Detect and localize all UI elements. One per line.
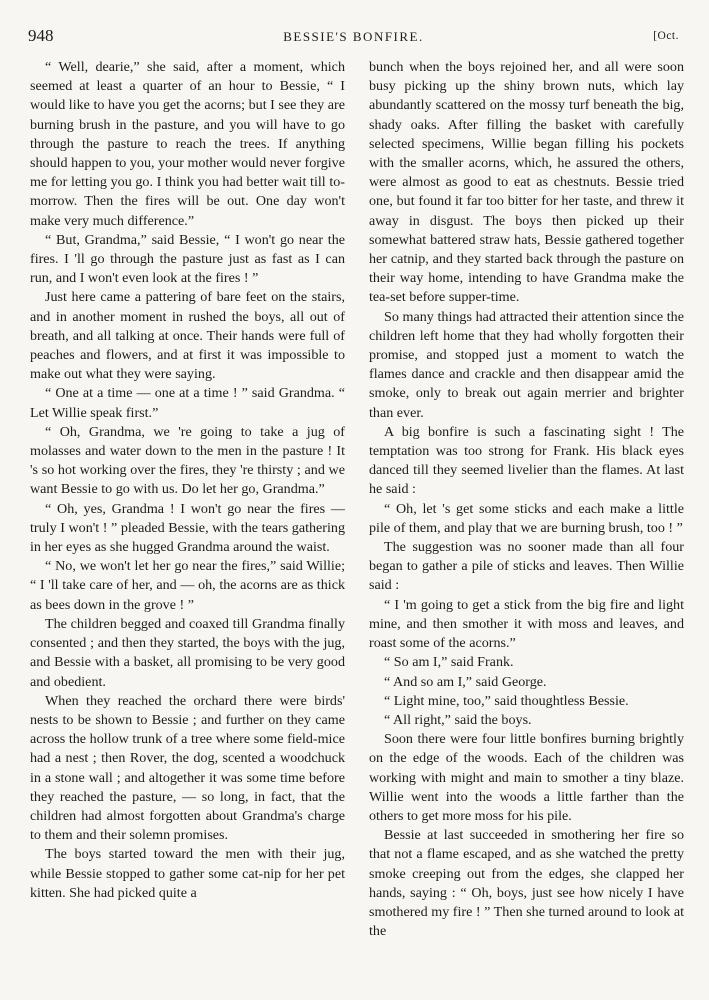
paragraph: Bessie at last succeeded in smothering her fire so that not a flame escaped, and as she watched the pretty smoke creeping out from the edges, she clapped her hands, saying : “ Oh, boys, just see how nicely I have smothered my fire ! ” Then she turned around to look at the <box>369 827 684 940</box>
running-header <box>28 26 679 48</box>
paragraph: The boys started toward the men with their jug, while Bessie stopped to gather some cat-nip for her pet kitten. She had picked quite a <box>30 846 345 901</box>
paragraph: “ All right,” said the boys. <box>384 711 532 728</box>
paragraph-continuation: bunch when the boys rejoined her, and all were soon busy picking up the shiny brown nuts, which lay abundantly scattered on the mossy turf beneath the big, shady oaks. After filling the basket with carefully selected specimens, Willie began filling his pockets with the smaller acorns, which, he assured the others, were almost as good to eat as chestnuts. Bessie tried one, but found it far too bitter for her taste, and threw it away in disgust. The boys then picked up their somewhat battered straw hats, Bessie gathered together her catnip, and they started back through the pasture on their way home, intending to have Grandma make the tea-set before supper-time. <box>369 59 684 306</box>
paragraph: “ And so am I,” said George. <box>384 673 547 690</box>
paragraph: The suggestion was no sooner made than all four began to gather a pile of sticks and leaves. Then Willie said : <box>369 539 684 594</box>
paragraph: “ One at a time — one at a time ! ” said Grandma. “ Let Willie speak first.” <box>30 385 345 421</box>
paragraph: “ Oh, Grandma, we 're going to take a jug of molasses and water down to the men in the pasture ! It 's so hot working over the fires, they 're thirsty ; and we want Bessie to go with us. Do let her go, Grandma.” <box>30 423 345 498</box>
paragraph: “ Light mine, too,” said thoughtless Bessie. <box>384 692 629 709</box>
paragraph: “ Oh, yes, Grandma ! I won't go near the fires — truly I won't ! ” pleaded Bessie, with the tears gathering in her eyes as she hugged Grandma around the waist. <box>30 500 345 556</box>
paragraph: A big bonfire is such a fascinating sight ! The temptation was too strong for Frank. His black eyes danced till they seemed livelier than the flames. At last he said : <box>369 423 684 498</box>
issue-month: [Oct. <box>653 30 679 42</box>
paragraph: “ But, Grandma,” said Bessie, “ I won't go near the fires. I 'll go through the pasture just as fast as I can run, and I won't even look at the fires ! ” <box>30 231 345 287</box>
paragraph: “ No, we won't let her go near the fires,” said Willie; “ I 'll take care of her, and — oh, the acorns are as thick as bees down in the grove ! ” <box>30 558 345 613</box>
right-column <box>369 58 684 941</box>
paragraph: “ Oh, let 's get some sticks and each make a little pile of them, and play that we are burning brush, too ! ” <box>369 500 684 536</box>
paragraph: So many things had attracted their attention since the children left home that they had wholly forgotten their promise, and stopped just a moment to watch the flames dance and crackle and then disappear amid the smoke, only to break out again merrier and brighter than ever. <box>369 308 684 421</box>
paragraph: Soon there were four little bonfires burning brightly on the edge of the woods. Each of the children was working with might and main to smother a tiny blaze. Willie went into the woods a little farther than the others to get more moss for his pile. <box>369 731 684 824</box>
paragraph: When they reached the orchard there were birds' nests to be shown to Bessie ; and further on they came across the hollow trunk of a tree where some field-mice had a nest ; then Rover, the dog, scented a woodchuck in a stone wall ; and altogether it was some time before they reached the pasture, — so long, in fact, that the children had almost forgotten about Grandma's charge to them and their solemn promises. <box>30 692 345 844</box>
left-column <box>30 58 345 903</box>
paragraph: “ I 'm going to get a stick from the big fire and light mine, and then smother it with moss and leaves, and roast some of the acorns.” <box>369 596 684 652</box>
page-number: 948 <box>28 26 54 45</box>
running-title: BESSIE'S BONFIRE. <box>283 29 424 44</box>
paragraph: The children begged and coaxed till Grandma finally consented ; and then they started, the boys with the jug, and Bessie with a basket, all promising to be very good and obedient. <box>30 615 345 690</box>
paragraph: “ So am I,” said Frank. <box>384 654 514 671</box>
paragraph: Just here came a pattering of bare feet on the stairs, and in another moment in rushed the boys, all out of breath, and all talking at once. Their hands were full of peaches and flowers, and at first it was impossible to make out what they were saying. <box>30 289 345 383</box>
paragraph: “ Well, dearie,” she said, after a moment, which seemed at least a quarter of an hour to Bessie, “ I would like to have you get the acorns; but I see they are burning brush in the pasture, and you will have to go through the pasture to reach the trees. If anything should happen to you, your mother would never forgive me for letting you go. I think you had better wait till to-morrow. Then the fires will be out. One day won't make very much difference.” <box>30 59 345 229</box>
